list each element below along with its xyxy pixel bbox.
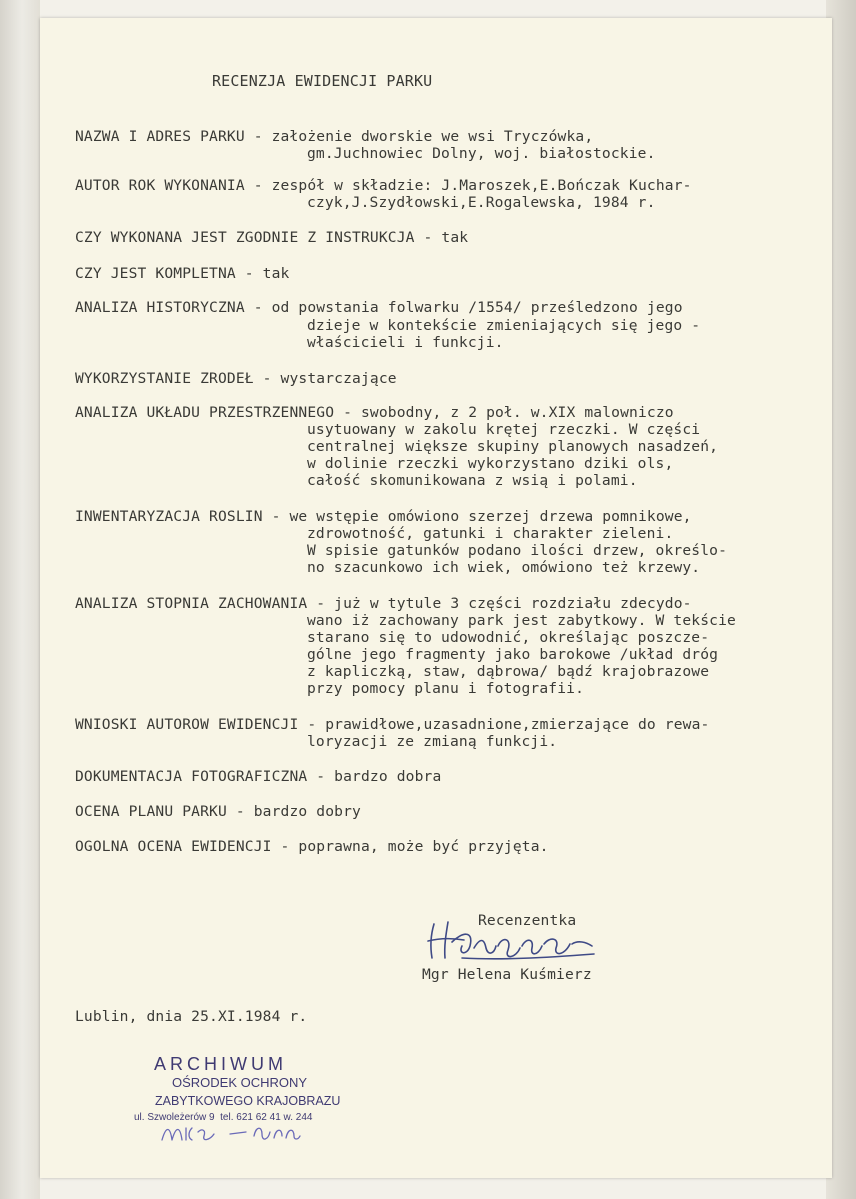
text-line: wano iż zachowany park jest zabytkowy. W tekście <box>307 612 736 629</box>
text-line: WYKORZYSTANIE ZRODEŁ - wystarczające <box>75 370 397 387</box>
text-line: loryzacji ze zmianą funkcji. <box>307 733 558 750</box>
archive-stamp-title: ARCHIWUM <box>154 1054 287 1074</box>
text-line: przy pomocy planu i fotografii. <box>307 680 585 697</box>
text-line: centralnej większe skupiny planowych nasadzeń, <box>307 438 719 455</box>
text-line: DOKUMENTACJA FOTOGRAFICZNA - bardzo dobra <box>75 768 442 785</box>
text-line: całość skomunikowana z wsią i polami. <box>307 472 638 489</box>
place-and-date: Lublin, dnia 25.XI.1984 r. <box>75 1008 308 1025</box>
handwritten-archive-note <box>158 1118 318 1146</box>
text-line: ANALIZA HISTORYCZNA - od powstania folwarku /1554/ prześledzono jego <box>75 299 683 316</box>
text-line: AUTOR ROK WYKONANIA - zespół w składzie: J.Maroszek,E.Bończak Kuchar- <box>75 177 692 194</box>
text-line: gm.Juchnowiec Dolny, woj. białostockie. <box>307 145 656 162</box>
text-line: z kapliczką, staw, dąbrowa/ bądź krajobrazowe <box>307 663 710 680</box>
reviewer-role: Recenzentka <box>478 912 577 929</box>
text-line: gólne jego fragmenty jako barokowe /układ dróg <box>307 646 719 663</box>
text-line: CZY JEST KOMPLETNA - tak <box>75 265 290 282</box>
text-line: zdrowotność, gatunki i charakter zieleni. <box>307 525 674 542</box>
archive-stamp-line: OŚRODEK OCHRONY <box>172 1075 308 1090</box>
text-line: OCENA PLANU PARKU - bardzo dobry <box>75 803 361 820</box>
text-line: INWENTARYZACJA ROSLIN - we wstępie omówiono szerzej drzewa pomnikowe, <box>75 508 692 525</box>
archive-stamp-line: ZABYTKOWEGO KRAJOBRAZU <box>155 1094 341 1108</box>
text-line: starano się to udowodnić, określając poszcze- <box>307 629 710 646</box>
document-title: RECENZJA EWIDENCJI PARKU <box>212 72 433 90</box>
text-line: CZY WYKONANA JEST ZGODNIE Z INSTRUKCJA - tak <box>75 229 469 246</box>
text-line: W spisie gatunków podano ilości drzew, określo- <box>307 542 728 559</box>
text-line: usytuowany w zakolu krętej rzeczki. W części <box>307 421 701 438</box>
archive-stamp-address: ul. Szwoleżerów 9 tel. 621 62 41 w. 244 <box>134 1112 313 1123</box>
text-line: w dolinie rzeczki wykorzystano dziki ols, <box>307 455 674 472</box>
text-line: NAZWA I ADRES PARKU - założenie dworskie we wsi Tryczówka, <box>75 128 594 145</box>
text-line: OGOLNA OCENA EWIDENCJI - poprawna, może być przyjęta. <box>75 838 549 855</box>
text-line: WNIOSKI AUTOROW EWIDENCJI - prawidłowe,uzasadnione,zmierzające do rewa- <box>75 716 710 733</box>
text-line: ANALIZA STOPNIA ZACHOWANIA - już w tytule 3 części rozdziału zdecydo- <box>75 595 692 612</box>
text-line: właścicieli i funkcji. <box>307 334 504 351</box>
reviewer-name: Mgr Helena Kuśmierz <box>422 966 592 983</box>
text-line: czyk,J.Szydłowski,E.Rogalewska, 1984 r. <box>307 194 656 211</box>
text-line: dzieje w kontekście zmieniających się jego - <box>307 317 701 334</box>
text-line: ANALIZA UKŁADU PRZESTRZENNEGO - swobodny, z 2 poł. w.XIX malowniczo <box>75 404 674 421</box>
text-line: no szacunkowo ich wiek, omówiono też krzewy. <box>307 559 701 576</box>
handwritten-signature <box>422 916 602 964</box>
